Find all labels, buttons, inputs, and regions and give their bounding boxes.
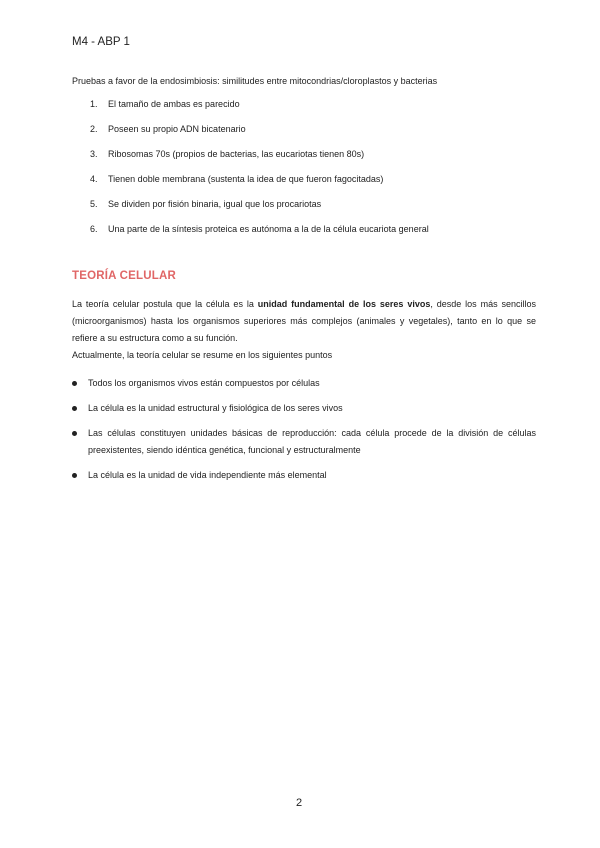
bullet-icon (72, 406, 77, 411)
list-item: 5. Se dividen por fisión binaria, igual que los procariotas (90, 199, 322, 209)
evidence-list (90, 98, 429, 248)
list-item: La célula es la unidad de vida independiente más elemental (72, 467, 536, 484)
list-item: La célula es la unidad estructural y fisiológica de los seres vivos (72, 400, 536, 417)
bold-phrase: unidad fundamental de los seres vivos (257, 299, 431, 309)
page-number: 2 (296, 797, 303, 809)
bullet-icon (72, 431, 77, 436)
list-item: 1. El tamaño de ambas es parecido (90, 99, 240, 109)
bullet-icon (72, 473, 77, 478)
bullet-icon (72, 381, 77, 386)
list-item: 6. Una parte de la síntesis proteica es autónoma a la de la célula eucariota general (90, 224, 429, 234)
section-paragraph-2: Actualmente, la teoría celular se resume en los siguientes puntos (72, 350, 333, 360)
list-item: 4. Tienen doble membrana (sustenta la idea de que fueron fagocitadas) (90, 174, 384, 184)
section-paragraph: La teoría celular postula que la célula es la unidad fundamental de los seres vivos, desde los más sencillos (microorganismos) hasta los organismos superiores más complejos (animales y vegetales), tanto en lo que se refiere a su estructura como a su función. (72, 299, 537, 343)
list-item: Las células constituyen unidades básicas de reproducción: cada célula procede de la división de células preexistentes, siendo idéntica genética, funcional y estructuralmente (72, 425, 536, 459)
section-title: TEORÍA CELULAR (72, 270, 176, 282)
list-item: 3. Ribosomas 70s (propios de bacterias, las eucariotas tienen 80s) (90, 149, 365, 159)
theory-bullets (72, 375, 536, 492)
list-item: 2. Poseen su propio ADN bicatenario (90, 124, 246, 134)
list-item: Todos los organismos vivos están compuestos por células (72, 375, 536, 392)
intro-text: Pruebas a favor de la endosimbiosis: similitudes entre mitocondrias/cloroplastos y bacterias (72, 76, 438, 86)
page-header: M4 - ABP 1 (72, 36, 130, 48)
